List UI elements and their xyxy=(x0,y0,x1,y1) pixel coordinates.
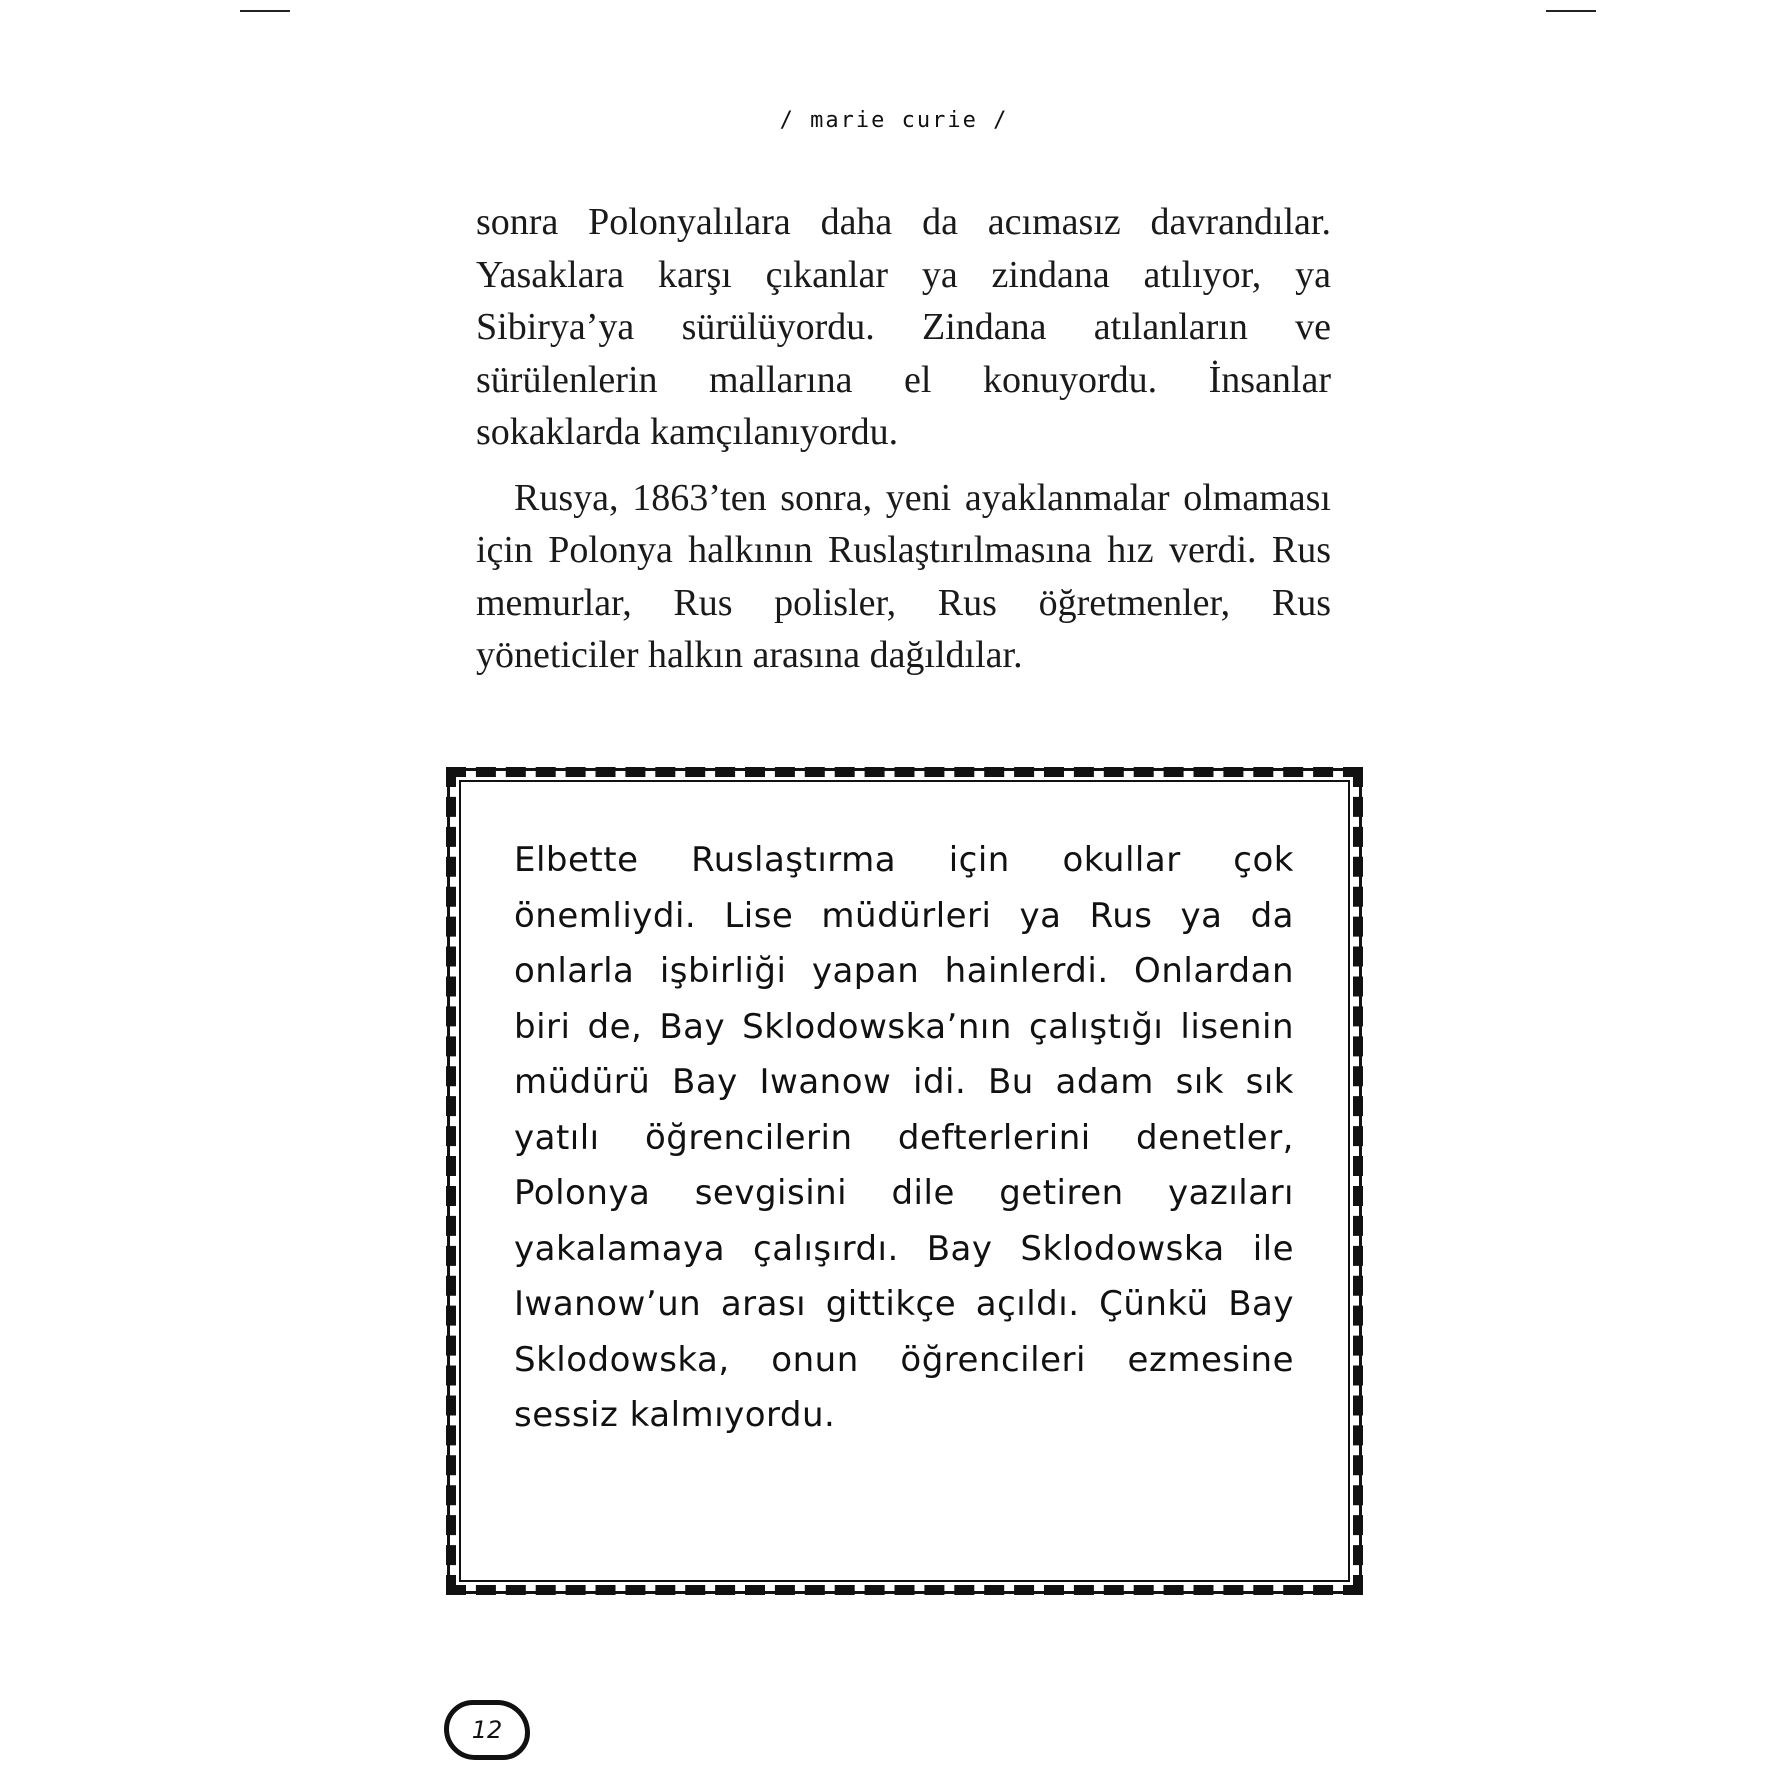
crop-mark-right xyxy=(1546,10,1596,12)
paragraph-2: Rusya, 1863’ten sonra, yeni ayaklanmalar olmaması için Polonya halkının Ruslaştırılmasına hız verdi. Rus memurlar, Rus polisler, Rus öğretmenler, Rus yöneticiler halkın arasına dağıldılar. xyxy=(476,476,1331,676)
crop-mark-left xyxy=(240,10,290,12)
paragraph-1: sonra Polonyalılara daha da acımasız davrandılar. Yasaklara karşı çıkanlar ya zindana atılıyor, ya Sibirya’ya sürülüyordu. Zindana atılanların ve sürülenlerin mallarına el konuyordu. İnsanlar sokaklarda kamçılanıyordu. xyxy=(476,201,1331,453)
body-text xyxy=(476,196,1331,682)
boxed-note-text: Elbette Ruslaştırma için okullar çok önemliydi. Lise müdürleri ya Rus ya da onlarla işbirliği yapan hainlerdi. Onlardan biri de, Bay Sklodowska’nın çalıştığı lisenin müdürü Bay Iwanow idi. Bu adam sık sık yatılı öğrencilerin defterlerini denetler, Polonya sevgisini dile getiren yazıları yakalamaya çalışırdı. Bay Sklodowska ile Iwanow’un arası gittikçe açıldı. Çünkü Bay Sklodowska, onun öğrencileri ezmesine sessiz kalmıyordu. xyxy=(514,840,1294,1435)
boxed-note xyxy=(446,767,1363,1595)
running-head: / marie curie / xyxy=(779,108,1009,133)
page-number: 12 xyxy=(444,1700,530,1760)
